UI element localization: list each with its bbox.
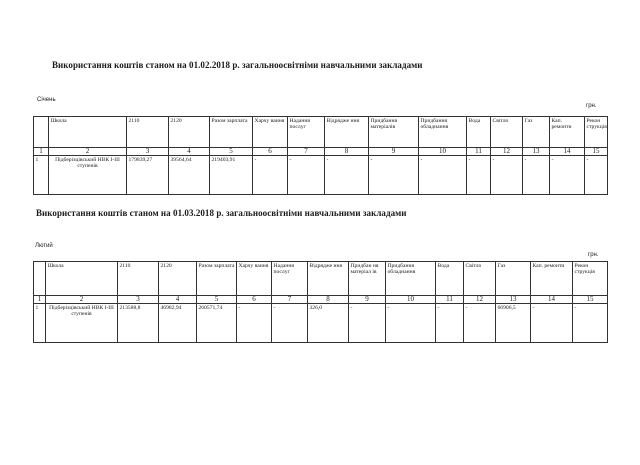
- column-number: 4: [159, 296, 197, 304]
- cell: -: [386, 304, 436, 343]
- column-number: 1: [34, 296, 46, 304]
- header-cell: Відрядже ння: [308, 262, 349, 296]
- column-number: 11: [436, 296, 464, 304]
- section-2-table: [33, 261, 608, 343]
- column-number: 2: [46, 296, 118, 304]
- column-number: 6: [237, 296, 272, 304]
- section-2-unit: грн.: [588, 252, 599, 258]
- cell: -: [349, 304, 386, 343]
- column-number: 8: [325, 148, 369, 156]
- header-cell: Газ: [523, 117, 550, 148]
- cell: -: [419, 156, 467, 195]
- column-number: 8: [308, 296, 349, 304]
- header-cell: Придбання обладнання: [419, 117, 467, 148]
- header-cell: Школа: [46, 262, 118, 296]
- column-number: 4: [169, 148, 210, 156]
- cell: 326,0: [308, 304, 349, 343]
- column-number: 13: [523, 148, 550, 156]
- cell: 1: [34, 156, 49, 195]
- header-cell: Рекон струкція: [573, 262, 608, 296]
- header-cell: Надання послуг: [272, 262, 308, 296]
- header-cell: Кап. ремонти: [531, 262, 573, 296]
- column-number: 14: [550, 148, 585, 156]
- table-header-row: [34, 117, 608, 148]
- cell: 66906,5: [496, 304, 531, 343]
- cell: 179839,27: [127, 156, 169, 195]
- column-number: 6: [253, 148, 288, 156]
- cell: -: [288, 156, 325, 195]
- header-cell: Разом зарплата: [197, 262, 237, 296]
- column-number: 9: [369, 148, 419, 156]
- header-cell: Разом зарплата: [210, 117, 253, 148]
- header-cell: 2120: [169, 117, 210, 148]
- section-1-title: Використання коштів станом на 01.02.2018 р. загальноосвітніми навчальними закладами: [52, 60, 423, 70]
- header-cell: 2110: [127, 117, 169, 148]
- column-number: 14: [531, 296, 573, 304]
- header-cell: Школа: [49, 117, 127, 148]
- column-number: 5: [210, 148, 253, 156]
- cell: -: [253, 156, 288, 195]
- column-number: 3: [118, 296, 159, 304]
- cell: 46982,94: [159, 304, 197, 343]
- cell: -: [325, 156, 369, 195]
- cell: -: [369, 156, 419, 195]
- cell: 39564,64: [169, 156, 210, 195]
- column-number: 1: [34, 148, 49, 156]
- cell: 219403,91: [210, 156, 253, 195]
- column-number: 2: [49, 148, 127, 156]
- column-number: 15: [573, 296, 608, 304]
- cell: 213588,8: [118, 304, 159, 343]
- column-number: 9: [349, 296, 386, 304]
- cell: -: [237, 304, 272, 343]
- cell: -: [467, 156, 491, 195]
- header-cell: [34, 117, 49, 148]
- column-number: 10: [419, 148, 467, 156]
- header-cell: Придбання обладнання: [386, 262, 436, 296]
- cell: -: [491, 156, 523, 195]
- header-cell: Світло: [491, 117, 523, 148]
- table-header-row: [34, 262, 608, 296]
- table-row: [34, 156, 608, 195]
- cell: -: [272, 304, 308, 343]
- column-number: 10: [386, 296, 436, 304]
- column-number-row: [34, 296, 608, 304]
- cell: -: [531, 304, 573, 343]
- header-cell: Вода: [436, 262, 464, 296]
- header-cell: Газ: [496, 262, 531, 296]
- column-number: 13: [496, 296, 531, 304]
- column-number: 12: [464, 296, 496, 304]
- cell: 260571,74: [197, 304, 237, 343]
- table-row: [34, 304, 608, 343]
- section-1-table: [33, 116, 608, 195]
- header-cell: Харчу вання: [253, 117, 288, 148]
- header-cell: 2110: [118, 262, 159, 296]
- column-number: 15: [585, 148, 608, 156]
- column-number: 7: [288, 148, 325, 156]
- column-number: 5: [197, 296, 237, 304]
- section-2-month: Лютий: [35, 243, 53, 249]
- school-name-cell: Підберізцівський НВК І-ІІІ ступенів: [46, 304, 118, 343]
- header-cell: Світло: [464, 262, 496, 296]
- header-cell: 2120: [159, 262, 197, 296]
- column-number-row: [34, 148, 608, 156]
- column-number: 11: [467, 148, 491, 156]
- column-number: 3: [127, 148, 169, 156]
- cell: -: [523, 156, 550, 195]
- school-name-cell: Підберізцівський НВК І-ІІІ ступенів: [49, 156, 127, 195]
- header-cell: Відрядже ння: [325, 117, 369, 148]
- header-cell: Надання послуг: [288, 117, 325, 148]
- column-number: 12: [491, 148, 523, 156]
- header-cell: [34, 262, 46, 296]
- header-cell: Придбання матеріалів: [369, 117, 419, 148]
- cell: -: [436, 304, 464, 343]
- section-2-title: Використання коштів станом на 01.03.2018 р. загальноосвітніми навчальними закладами: [36, 208, 407, 218]
- cell: -: [573, 304, 608, 343]
- cell: -: [585, 156, 608, 195]
- header-cell: Рекон струкція: [585, 117, 608, 148]
- header-cell: Кап. ремонти: [550, 117, 585, 148]
- column-number: 7: [272, 296, 308, 304]
- cell: 1: [34, 304, 46, 343]
- section-1-month: Січень: [37, 97, 56, 103]
- header-cell: Вода: [467, 117, 491, 148]
- header-cell: Харчу вання: [237, 262, 272, 296]
- section-1-unit: грн.: [586, 103, 597, 109]
- header-cell: Придбан ня матеріал ів: [349, 262, 386, 296]
- cell: -: [550, 156, 585, 195]
- cell: -: [464, 304, 496, 343]
